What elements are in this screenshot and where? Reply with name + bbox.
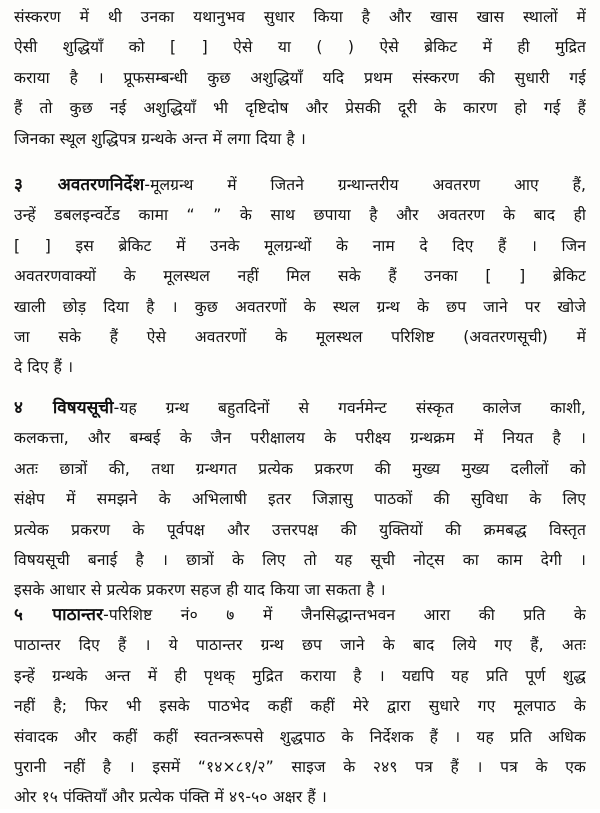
text-line — [14, 393, 586, 423]
paragraph-variant-readings — [14, 600, 586, 813]
text-line: हैं तो कुछ नई अशुद्धियाँ भी दृष्टिदोष और प्रेसकी दूरी के कारण हो गई हैं — [14, 99, 586, 118]
text-line: जिनका स्थूल शुद्धिपत्र ग्रन्थके अन्त में लगा दिया है । — [14, 129, 306, 148]
text-line: विषयसूची बनाई है । छात्रों के लिए तो यह सूची नोट्स का काम देगी । — [14, 550, 586, 569]
text-line: अवतरणवाक्यों के मूलस्थल नहीं मिल सके हैं उनका [ ] ब्रेकिट — [14, 267, 586, 286]
text-line: ओर १५ पंक्तियाँ और प्रत्येक पंक्ति में ४९-५० अक्षर हैं । — [14, 788, 327, 807]
section-heading: ४ विषयसूची — [14, 398, 114, 418]
text-line-rest: -यह ग्रन्थ बहुतदिनों से गवर्नमेन्ट संस्कृत कालेज काशी, — [113, 399, 586, 417]
text-line: उन्हें डबलइन्वर्टेड कामा “ ” के साथ छपाया है और अवतरण के बाद ही — [14, 206, 586, 225]
text-line: पाठान्तर दिए हैं । ये पाठान्तर ग्रन्थ छप जाने के बाद लिये गए हैं, अतः — [14, 636, 586, 655]
text-line: पुरानी नहीं है । इसमें “१४×८१/२” साइज के २४९ पत्र हैं । पत्र के एक — [14, 757, 586, 776]
paragraph-table-of-contents — [14, 393, 586, 606]
text-line: ऐसी शुद्धियाँ को [ ] ऐसे या ( ) ऐसे ब्रेकिट में ही मुद्रित — [14, 38, 586, 57]
text-line — [14, 600, 586, 630]
text-line: संवादक और कहीं कहीं स्वतन्त्ररूपसे शुद्धपाठ के निर्देशक हैं । यह प्रति अधिक — [14, 727, 586, 746]
text-line-rest: -परिशिष्ट नं० ७ में जैनसिद्धान्तभवन आरा की प्रति के — [103, 606, 586, 624]
paragraph-citation-notes — [14, 170, 586, 383]
text-line: कराया है । प्रूफसम्बन्धी कुछ अशुद्धियाँ यदि प्रथम संस्करण की सुधारी गई — [14, 68, 586, 87]
text-line: कलकत्ता, और बम्बई के जैन परीक्षालय के परीक्ष्य ग्रन्थक्रम में नियत है । — [14, 429, 586, 448]
text-line: जा सके हैं ऐसे अवतरणों के मूलस्थल परिशिष्ट (अवतरणसूची) में — [14, 327, 586, 346]
text-line-rest: -मूलग्रन्थ में जितने ग्रन्थान्तरीय अवतरण आए हैं, — [144, 176, 586, 194]
section-heading: ३ अवतरणनिर्देश — [14, 175, 145, 195]
section-heading: ५ पाठान्तर — [14, 605, 104, 625]
text-line: इसके आधार से प्रत्येक प्रकरण सहज ही याद किया जा सकता है । — [14, 581, 386, 600]
text-line — [14, 170, 586, 200]
text-line: संस्करण में थी उनका यथानुभव सुधार किया है और खास खास स्थालों में — [14, 8, 586, 26]
text-line: दे दिए हैं । — [14, 358, 74, 377]
text-line: खाली छोड़ दिया है । कुछ अवतरणों के स्थल ग्रन्थ के छप जाने पर खोजे — [14, 297, 586, 316]
text-line: इन्हें ग्रन्थके अन्त में ही पृथक् मुद्रित कराया है । यद्यपि यह प्रति पूर्ण शुद्ध — [14, 666, 586, 685]
paragraph-printing-corrections — [14, 2, 586, 154]
text-line: नहीं है; फिर भी इसके पाठभेद कहीं कहीं मेरे द्वारा सुधारे गए मूलपाठ के — [14, 697, 586, 716]
text-line: संक्षेप में समझने के अभिलाषी इतर जिज्ञासु पाठकों की सुविधा के लिए — [14, 490, 586, 509]
text-line: प्रत्येक प्रकरण के पूर्वपक्ष और उत्तरपक्ष की युक्तियों की क्रमबद्ध विस्तृत — [14, 520, 586, 539]
text-line: अतः छात्रों की, तथा ग्रन्थगत प्रत्येक प्रकरण की मुख्य मुख्य दलीलों को — [14, 459, 586, 478]
text-line: [ ] इस ब्रेकिट में उनके मूलग्रन्थों के नाम दे दिए हैं । जिन — [14, 236, 586, 255]
